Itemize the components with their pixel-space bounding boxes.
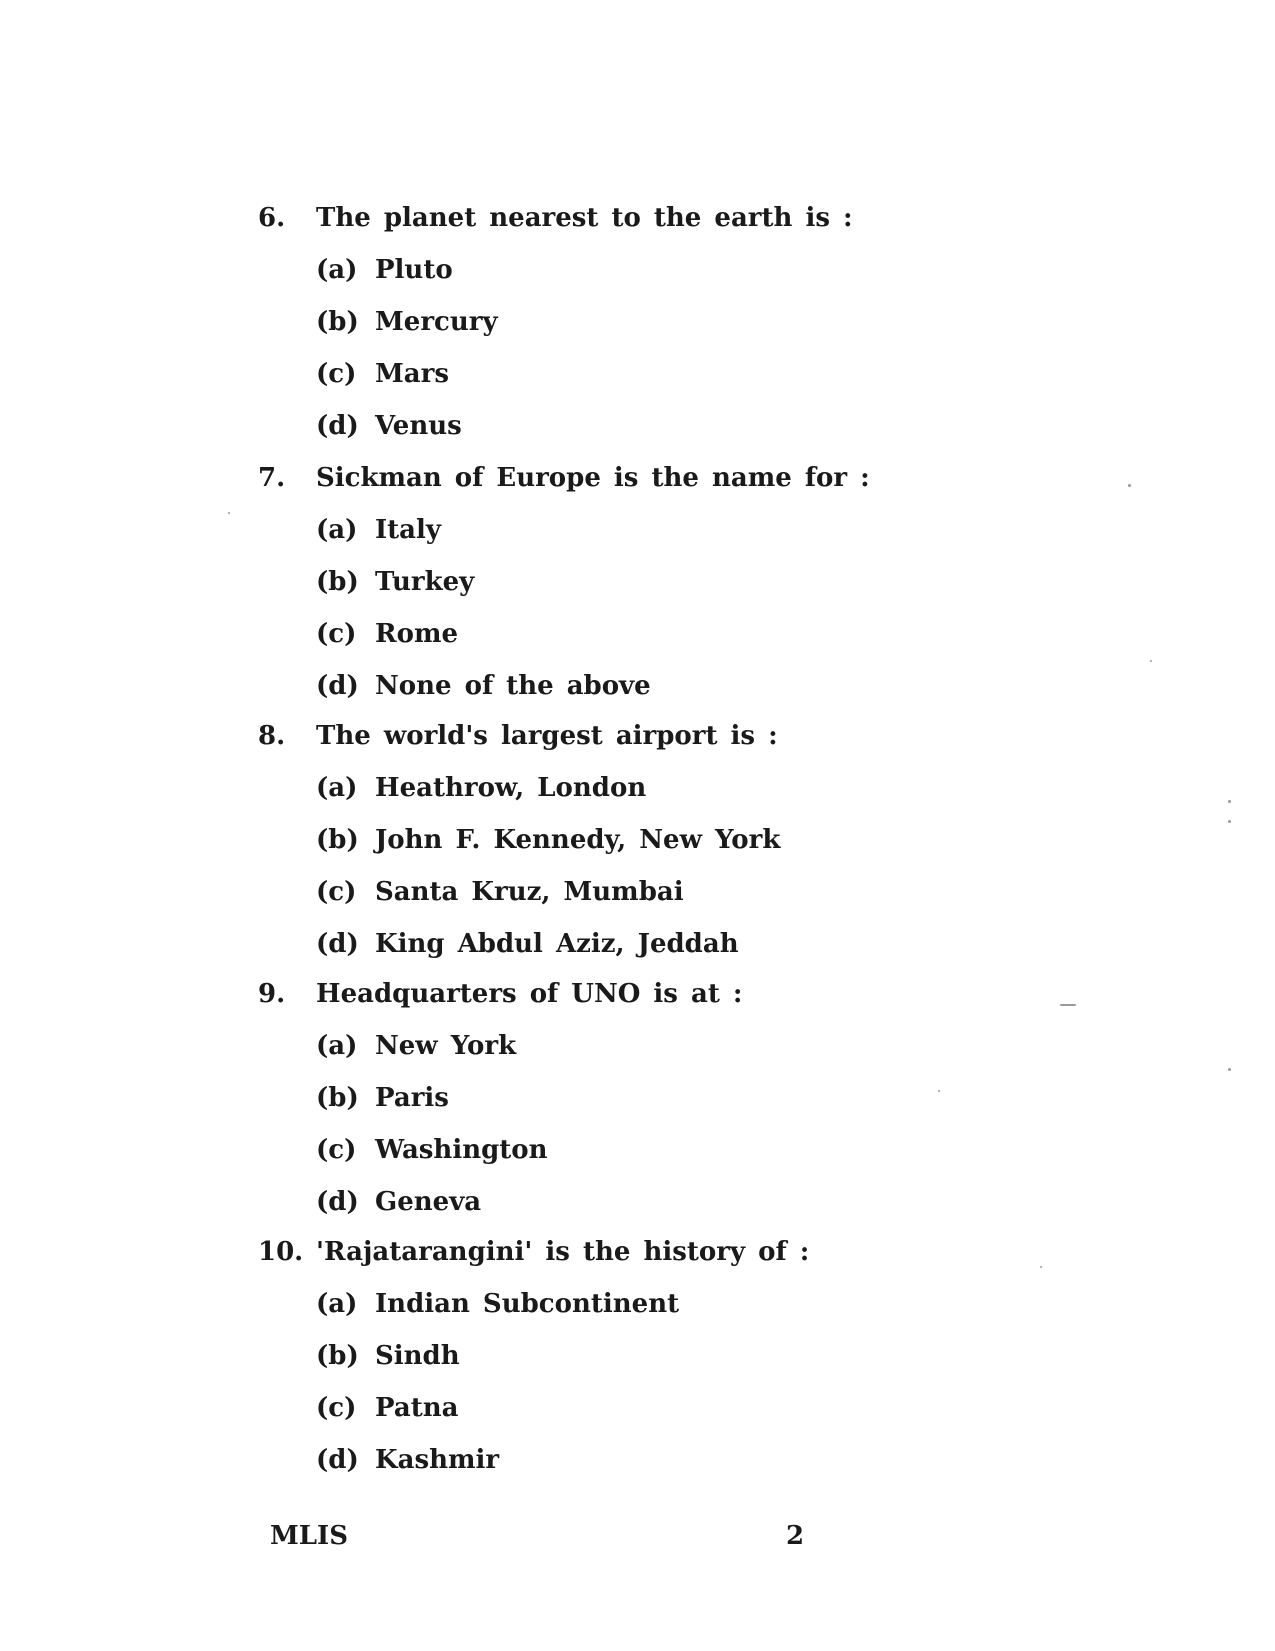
option-d	[258, 400, 958, 452]
scan-speck	[228, 512, 230, 514]
option-text: Patna	[375, 1393, 459, 1423]
option-d	[258, 1434, 958, 1486]
page-number: 2	[786, 1521, 805, 1551]
option-text: Washington	[375, 1135, 548, 1165]
question-6	[258, 192, 958, 452]
option-label: (b)	[316, 1341, 359, 1371]
option-text: King Abdul Aziz, Jeddah	[375, 929, 739, 959]
option-text: New York	[375, 1031, 517, 1061]
option-label: (b)	[316, 825, 359, 855]
option-text: Indian Subcontinent	[375, 1289, 680, 1319]
option-c	[258, 348, 958, 400]
option-c	[258, 1382, 958, 1434]
question-number: 10.	[258, 1237, 304, 1267]
option-label: (d)	[316, 671, 359, 701]
scan-speck	[1228, 820, 1231, 823]
option-label: (b)	[316, 307, 359, 337]
option-d	[258, 660, 958, 712]
option-a	[258, 1278, 958, 1330]
option-text: Sindh	[375, 1341, 460, 1371]
question-text: 'Rajatarangini' is the history of :	[316, 1237, 810, 1267]
option-a	[258, 762, 958, 814]
option-b	[258, 556, 958, 608]
option-text: Santa Kruz, Mumbai	[375, 877, 684, 907]
option-label: (d)	[316, 411, 359, 441]
option-a	[258, 244, 958, 296]
option-label: (d)	[316, 929, 359, 959]
option-label: (b)	[316, 567, 359, 597]
scan-speck	[1228, 1068, 1231, 1071]
paper-code: MLIS	[270, 1521, 348, 1551]
option-a	[258, 504, 958, 556]
option-label: (c)	[316, 619, 357, 649]
question-10	[258, 1226, 958, 1486]
option-text: Mercury	[375, 307, 498, 337]
scan-speck	[1128, 484, 1131, 487]
option-text: Italy	[375, 515, 442, 545]
option-a	[258, 1020, 958, 1072]
question-8	[258, 710, 958, 970]
option-text: Geneva	[375, 1187, 482, 1217]
option-label: (a)	[316, 515, 358, 545]
option-text: Paris	[375, 1083, 449, 1113]
option-c	[258, 1124, 958, 1176]
scan-speck	[1150, 660, 1152, 662]
option-text: Rome	[375, 619, 459, 649]
question-text: Headquarters of UNO is at :	[316, 979, 743, 1009]
option-label: (c)	[316, 359, 357, 389]
option-b	[258, 1330, 958, 1382]
question-stem	[258, 452, 958, 504]
question-number: 8.	[258, 721, 286, 751]
scan-speck	[938, 1090, 940, 1092]
question-text: Sickman of Europe is the name for :	[316, 463, 870, 493]
question-stem	[258, 192, 958, 244]
option-d	[258, 918, 958, 970]
question-text: The planet nearest to the earth is :	[316, 203, 853, 233]
option-text: Kashmir	[375, 1445, 500, 1475]
option-text: John F. Kennedy, New York	[375, 825, 781, 855]
option-text: Turkey	[375, 567, 475, 597]
option-text: Heathrow, London	[375, 773, 647, 803]
option-text: Mars	[375, 359, 449, 389]
option-c	[258, 866, 958, 918]
option-label: (b)	[316, 1083, 359, 1113]
option-label: (a)	[316, 773, 358, 803]
question-number: 9.	[258, 979, 286, 1009]
question-number: 6.	[258, 203, 286, 233]
option-label: (a)	[316, 1289, 358, 1319]
question-number: 7.	[258, 463, 286, 493]
question-9	[258, 968, 958, 1228]
question-text: The world's largest airport is :	[316, 721, 778, 751]
question-stem	[258, 710, 958, 762]
scan-speck	[1228, 800, 1231, 803]
option-b	[258, 296, 958, 348]
option-text: Venus	[375, 411, 462, 441]
question-stem	[258, 1226, 958, 1278]
option-text: None of the above	[375, 671, 651, 701]
option-label: (d)	[316, 1445, 359, 1475]
option-b	[258, 1072, 958, 1124]
question-stem	[258, 968, 958, 1020]
option-b	[258, 814, 958, 866]
option-label: (c)	[316, 1393, 357, 1423]
option-label: (c)	[316, 1135, 357, 1165]
option-d	[258, 1176, 958, 1228]
scan-speck	[1060, 1004, 1076, 1006]
option-label: (d)	[316, 1187, 359, 1217]
option-label: (c)	[316, 877, 357, 907]
scan-speck	[1040, 1266, 1042, 1268]
option-c	[258, 608, 958, 660]
option-label: (a)	[316, 255, 358, 285]
option-label: (a)	[316, 1031, 358, 1061]
option-text: Pluto	[375, 255, 453, 285]
question-7	[258, 452, 958, 712]
